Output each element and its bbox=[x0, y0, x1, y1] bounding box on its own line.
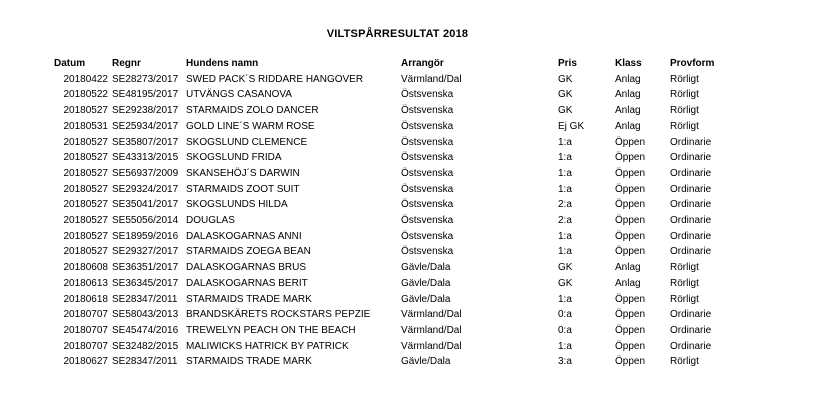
cell-datum: 20180707 bbox=[63, 324, 108, 336]
cell-arrangor: Östsvenska bbox=[401, 183, 454, 195]
cell-arrangor: Värmland/Dal bbox=[401, 73, 462, 85]
cell-datum: 20180422 bbox=[63, 73, 108, 85]
cell-arrangor: Östsvenska bbox=[401, 246, 454, 258]
cell-provform: Ordinarie bbox=[670, 183, 712, 195]
cell-arrangor: Gävle/Dala bbox=[401, 356, 451, 368]
cell-pris: GK bbox=[558, 262, 573, 274]
cell-provform: Ordinarie bbox=[670, 199, 712, 211]
cell-arrangor: Värmland/Dal bbox=[401, 309, 462, 321]
cell-provform: Ordinarie bbox=[670, 309, 712, 321]
cell-pris: GK bbox=[558, 73, 573, 85]
cell-dog-name: GOLD LINE´S WARM ROSE bbox=[186, 120, 315, 132]
cell-provform: Ordinarie bbox=[670, 246, 712, 258]
cell-provform: Ordinarie bbox=[670, 230, 712, 242]
table-row bbox=[54, 135, 740, 151]
table-row bbox=[54, 197, 740, 213]
cell-arrangor: Östsvenska bbox=[401, 230, 454, 242]
cell-provform: Rörligt bbox=[670, 73, 699, 85]
cell-dog-name: SKOGSLUND FRIDA bbox=[186, 152, 282, 164]
cell-pris: 2:a bbox=[558, 215, 572, 227]
cell-datum: 20180527 bbox=[63, 136, 108, 148]
cell-provform: Rörligt bbox=[670, 105, 699, 117]
column-header-name: Hundens namn bbox=[186, 58, 259, 69]
cell-regnr: SE45474/2016 bbox=[112, 324, 179, 336]
table-row bbox=[54, 229, 740, 245]
header-row bbox=[54, 56, 740, 72]
results-body bbox=[54, 72, 740, 370]
cell-pris: 1:a bbox=[558, 167, 572, 179]
cell-regnr: SE36345/2017 bbox=[112, 277, 179, 289]
table-row bbox=[54, 166, 740, 182]
cell-pris: Ej GK bbox=[558, 120, 585, 132]
table-row bbox=[54, 323, 740, 339]
cell-klass: Öppen bbox=[615, 324, 646, 336]
cell-pris: 1:a bbox=[558, 340, 572, 352]
cell-pris: GK bbox=[558, 277, 573, 289]
cell-datum: 20180522 bbox=[63, 89, 108, 101]
cell-regnr: SE25934/2017 bbox=[112, 120, 179, 132]
cell-klass: Öppen bbox=[615, 215, 646, 227]
cell-dog-name: SKOGSLUND CLEMENCE bbox=[186, 136, 308, 148]
cell-regnr: SE35807/2017 bbox=[112, 136, 179, 148]
table-row bbox=[54, 276, 740, 292]
cell-dog-name: BRANDSKÄRETS ROCKSTARS PEPZIE bbox=[186, 309, 371, 321]
cell-datum: 20180627 bbox=[63, 356, 108, 368]
cell-pris: 1:a bbox=[558, 152, 572, 164]
cell-arrangor: Gävle/Dala bbox=[401, 293, 451, 305]
cell-datum: 20180527 bbox=[63, 167, 108, 179]
column-header-datum: Datum bbox=[54, 58, 86, 69]
cell-klass: Anlag bbox=[615, 73, 641, 85]
cell-provform: Rörligt bbox=[670, 262, 699, 274]
cell-klass: Öppen bbox=[615, 183, 646, 195]
cell-arrangor: Gävle/Dala bbox=[401, 277, 451, 289]
table-row bbox=[54, 72, 740, 88]
cell-dog-name: TREWELYN PEACH ON THE BEACH bbox=[186, 324, 356, 336]
cell-regnr: SE29324/2017 bbox=[112, 183, 179, 195]
cell-regnr: SE32482/2015 bbox=[112, 340, 179, 352]
cell-regnr: SE48195/2017 bbox=[112, 89, 179, 101]
cell-dog-name: DALASKOGARNAS BRUS bbox=[186, 262, 307, 274]
cell-arrangor: Östsvenska bbox=[401, 215, 454, 227]
cell-arrangor: Östsvenska bbox=[401, 89, 454, 101]
cell-dog-name: MALIWICKS HATRICK BY PATRICK bbox=[186, 340, 349, 352]
cell-klass: Öppen bbox=[615, 199, 646, 211]
cell-dog-name: DALASKOGARNAS ANNI bbox=[186, 230, 302, 242]
column-header-arrangor: Arrangör bbox=[401, 58, 444, 69]
results-table bbox=[54, 56, 740, 370]
cell-klass: Öppen bbox=[615, 340, 646, 352]
cell-klass: Öppen bbox=[615, 230, 646, 242]
cell-datum: 20180527 bbox=[63, 152, 108, 164]
cell-klass: Öppen bbox=[615, 356, 646, 368]
table-row bbox=[54, 354, 740, 370]
table-row bbox=[54, 119, 740, 135]
table-row bbox=[54, 292, 740, 308]
cell-regnr: SE55056/2014 bbox=[112, 215, 179, 227]
cell-provform: Ordinarie bbox=[670, 152, 712, 164]
table-row bbox=[54, 244, 740, 260]
cell-datum: 20180527 bbox=[63, 105, 108, 117]
column-header-provform: Provform bbox=[670, 58, 715, 69]
cell-klass: Öppen bbox=[615, 136, 646, 148]
cell-pris: 2:a bbox=[558, 199, 572, 211]
cell-datum: 20180531 bbox=[63, 120, 108, 132]
cell-provform: Rörligt bbox=[670, 120, 699, 132]
cell-klass: Öppen bbox=[615, 309, 646, 321]
cell-dog-name: SWED PACK´S RIDDARE HANGOVER bbox=[186, 73, 364, 85]
cell-dog-name: SKANSEHÖJ´S DARWIN bbox=[186, 167, 300, 179]
column-header-regnr: Regnr bbox=[112, 58, 141, 69]
table-row bbox=[54, 339, 740, 355]
cell-regnr: SE56937/2009 bbox=[112, 167, 179, 179]
cell-regnr: SE18959/2016 bbox=[112, 230, 179, 242]
cell-provform: Ordinarie bbox=[670, 167, 712, 179]
cell-provform: Rörligt bbox=[670, 277, 699, 289]
column-header-pris: Pris bbox=[558, 58, 577, 69]
cell-pris: 1:a bbox=[558, 183, 572, 195]
cell-datum: 20180608 bbox=[63, 262, 108, 274]
cell-arrangor: Östsvenska bbox=[401, 136, 454, 148]
cell-klass: Anlag bbox=[615, 120, 641, 132]
cell-arrangor: Värmland/Dal bbox=[401, 340, 462, 352]
table-row bbox=[54, 260, 740, 276]
cell-regnr: SE58043/2013 bbox=[112, 309, 179, 321]
cell-datum: 20180527 bbox=[63, 215, 108, 227]
cell-arrangor: Gävle/Dala bbox=[401, 262, 451, 274]
cell-regnr: SE28347/2011 bbox=[112, 293, 178, 305]
cell-datum: 20180527 bbox=[63, 230, 108, 242]
cell-provform: Ordinarie bbox=[670, 215, 712, 227]
cell-datum: 20180707 bbox=[63, 309, 108, 321]
cell-provform: Ordinarie bbox=[670, 136, 712, 148]
cell-pris: 1:a bbox=[558, 293, 572, 305]
cell-provform: Ordinarie bbox=[670, 324, 712, 336]
cell-klass: Anlag bbox=[615, 105, 641, 117]
cell-arrangor: Östsvenska bbox=[401, 152, 454, 164]
cell-klass: Öppen bbox=[615, 246, 646, 258]
cell-dog-name: STARMAIDS ZOOT SUIT bbox=[186, 183, 300, 195]
cell-klass: Anlag bbox=[615, 262, 641, 274]
cell-datum: 20180527 bbox=[63, 246, 108, 258]
cell-arrangor: Värmland/Dal bbox=[401, 324, 462, 336]
cell-dog-name: UTVÄNGS CASANOVA bbox=[186, 89, 292, 101]
cell-pris: GK bbox=[558, 105, 573, 117]
cell-arrangor: Östsvenska bbox=[401, 120, 454, 132]
cell-dog-name: STARMAIDS ZOLO DANCER bbox=[186, 105, 319, 117]
cell-provform: Rörligt bbox=[670, 356, 699, 368]
cell-pris: 3:a bbox=[558, 356, 572, 368]
table-row bbox=[54, 103, 740, 119]
cell-arrangor: Östsvenska bbox=[401, 167, 454, 179]
cell-klass: Öppen bbox=[615, 293, 646, 305]
page-title: VILTSPÅRRESULTAT 2018 bbox=[326, 28, 469, 40]
cell-dog-name: STARMAIDS TRADE MARK bbox=[186, 293, 312, 305]
cell-provform: Rörligt bbox=[670, 89, 699, 101]
cell-dog-name: STARMAIDS ZOEGA BEAN bbox=[186, 246, 311, 258]
cell-klass: Öppen bbox=[615, 152, 646, 164]
table-row bbox=[54, 150, 740, 166]
cell-klass: Anlag bbox=[615, 89, 641, 101]
table-row bbox=[54, 182, 740, 198]
table-row bbox=[54, 213, 740, 229]
cell-pris: GK bbox=[558, 89, 573, 101]
cell-klass: Anlag bbox=[615, 277, 641, 289]
cell-arrangor: Östsvenska bbox=[401, 199, 454, 211]
cell-provform: Ordinarie bbox=[670, 340, 712, 352]
column-header-klass: Klass bbox=[615, 58, 642, 69]
cell-regnr: SE36351/2017 bbox=[112, 262, 179, 274]
cell-arrangor: Östsvenska bbox=[401, 105, 454, 117]
cell-datum: 20180527 bbox=[63, 199, 108, 211]
cell-dog-name: DALASKOGARNAS BERIT bbox=[186, 277, 308, 289]
cell-regnr: SE28273/2017 bbox=[112, 73, 179, 85]
cell-regnr: SE35041/2017 bbox=[112, 199, 179, 211]
cell-provform: Rörligt bbox=[670, 293, 699, 305]
cell-dog-name: DOUGLAS bbox=[186, 215, 235, 227]
cell-datum: 20180527 bbox=[63, 183, 108, 195]
cell-klass: Öppen bbox=[615, 167, 646, 179]
cell-pris: 0:a bbox=[558, 309, 572, 321]
cell-datum: 20180707 bbox=[63, 340, 108, 352]
cell-datum: 20180618 bbox=[63, 293, 108, 305]
cell-regnr: SE28347/2011 bbox=[112, 356, 178, 368]
cell-pris: 1:a bbox=[558, 136, 572, 148]
cell-pris: 1:a bbox=[558, 230, 572, 242]
cell-regnr: SE29238/2017 bbox=[112, 105, 179, 117]
cell-pris: 0:a bbox=[558, 324, 572, 336]
cell-dog-name: SKOGSLUNDS HILDA bbox=[186, 199, 288, 211]
cell-regnr: SE43313/2015 bbox=[112, 152, 179, 164]
cell-datum: 20180613 bbox=[63, 277, 108, 289]
cell-regnr: SE29327/2017 bbox=[112, 246, 179, 258]
cell-dog-name: STARMAIDS TRADE MARK bbox=[186, 356, 312, 368]
table-row bbox=[54, 87, 740, 103]
table-row bbox=[54, 307, 740, 323]
cell-pris: 1:a bbox=[558, 246, 572, 258]
